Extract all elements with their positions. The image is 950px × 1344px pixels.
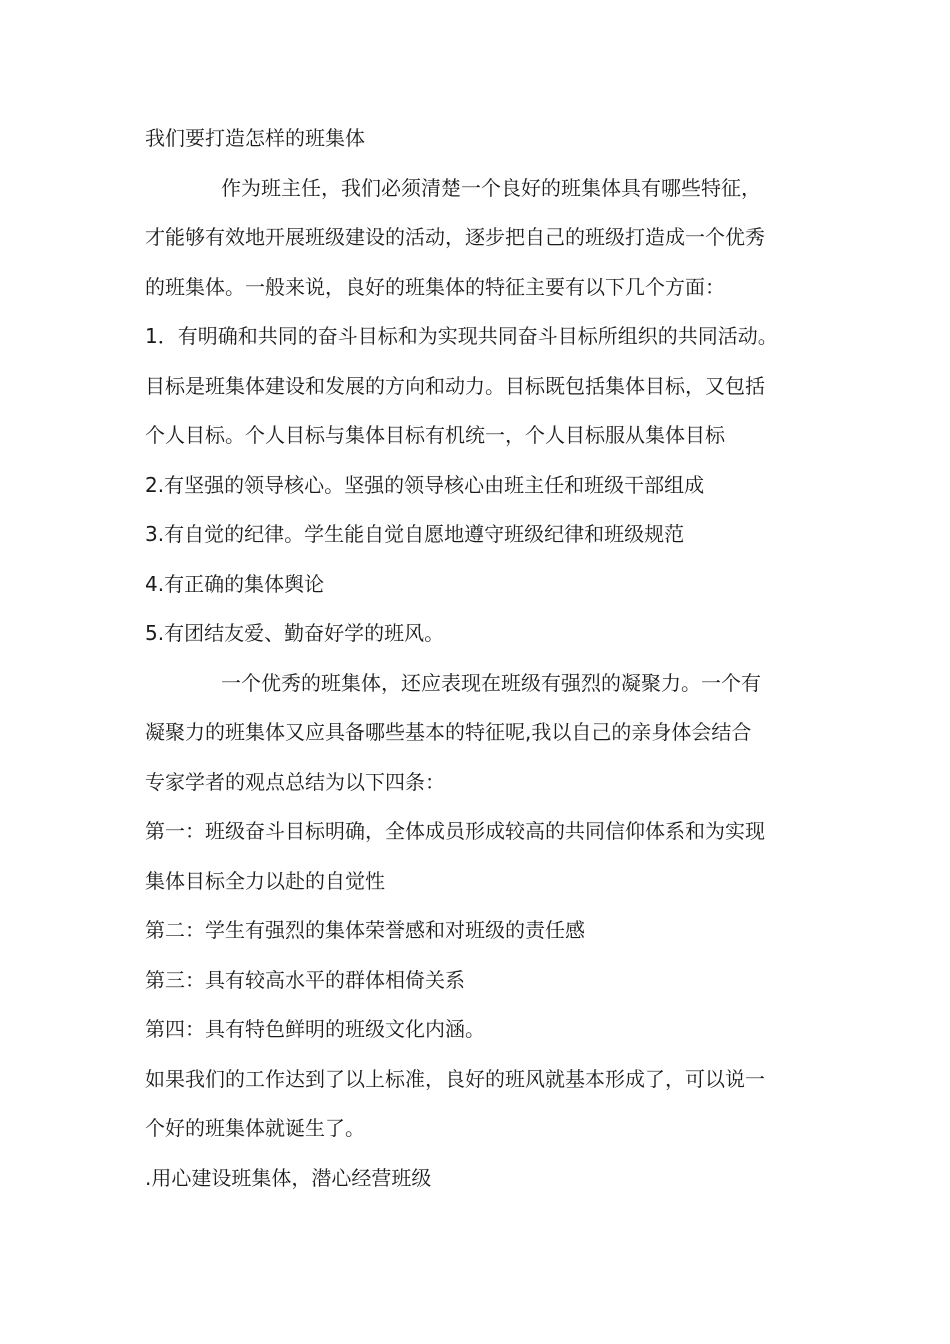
paragraph-line: 凝聚力的班集体又应具备哪些基本的特征呢,我以自己的亲身体会结合 (145, 720, 752, 744)
paragraph-line: 目标是班集体建设和发展的方向和动力。目标既包括集体目标，又包括 (145, 373, 765, 398)
point-fourth: 第四：具有特色鲜明的班级文化内涵。 (145, 1017, 485, 1041)
list-item-4: 4.有正确的集体舆论 (145, 571, 325, 596)
document-body (145, 118, 815, 1207)
paragraph-line: 个好的班集体就诞生了。 (145, 1116, 365, 1140)
point-second: 第二：学生有强烈的集体荣誉感和对班级的责任感 (145, 918, 585, 942)
paragraph-line: 个人目标。个人目标与集体目标有机统一，个人目标服从集体目标 (145, 423, 725, 447)
list-item-2: 2.有坚强的领导核心。坚强的领导核心由班主任和班级干部组成 (145, 472, 705, 497)
paragraph-line: 专家学者的观点总结为以下四条： (145, 769, 445, 794)
section-heading: .用心建设班集体，潜心经营班级 (145, 1165, 432, 1190)
list-item-1: 1．有明确和共同的奋斗目标和为实现共同奋斗目标所组织的共同活动。 (145, 324, 778, 348)
paragraph-line: 一个优秀的班集体，还应表现在班级有强烈的凝聚力。一个有 (221, 670, 761, 695)
point-third: 第三：具有较高水平的群体相倚关系 (145, 967, 465, 992)
list-item-3: 3.有自觉的纪律。学生能自觉自愿地遵守班级纪律和班级规范 (145, 522, 685, 546)
paragraph-line: 作为班主任，我们必须清楚一个良好的班集体具有哪些特征， (221, 175, 761, 200)
paragraph-line: 如果我们的工作达到了以上标准，良好的班风就基本形成了，可以说一 (145, 1066, 765, 1091)
point-first: 第一：班级奋斗目标明确，全体成员形成较高的共同信仰体系和为实现 (145, 819, 765, 843)
paragraph-line: 才能够有效地开展班级建设的活动，逐步把自己的班级打造成一个优秀 (145, 225, 765, 249)
list-item-5: 5.有团结友爱、勤奋好学的班风。 (145, 621, 445, 645)
paragraph-line: 的班集体。一般来说，良好的班集体的特征主要有以下几个方面： (145, 274, 725, 299)
paragraph-line: 集体目标全力以赴的自觉性 (145, 868, 385, 893)
document-title: 我们要打造怎样的班集体 (145, 126, 365, 150)
